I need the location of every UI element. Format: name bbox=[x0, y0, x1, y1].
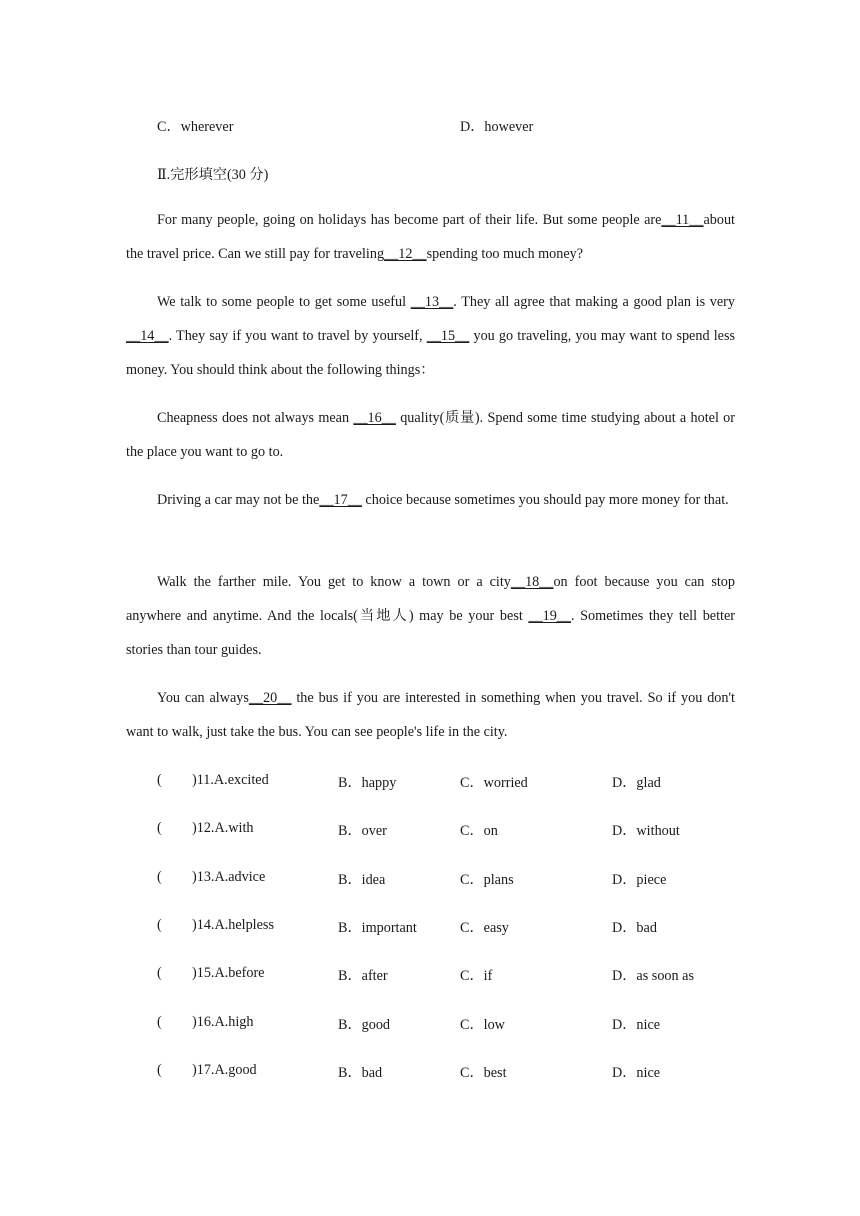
blank-13: __13__ bbox=[410, 294, 454, 310]
p2-text-3: . They say if you want to travel by yourself, bbox=[168, 328, 427, 344]
option-c: C．on bbox=[460, 823, 498, 839]
question-row-14 bbox=[0, 917, 860, 937]
paragraph-4 bbox=[126, 483, 735, 517]
option-b: B．over bbox=[338, 823, 387, 839]
p5-text-2: on foot because you can stop anywhere and anytime. And the locals(当地人) may be your best bbox=[126, 574, 735, 624]
p5-text-3: . Sometimes they tell better stories than tour guides. bbox=[126, 608, 735, 658]
blank-12: __12__ bbox=[384, 246, 427, 262]
option-b: B．after bbox=[338, 968, 388, 984]
question-row-17 bbox=[0, 1062, 860, 1082]
answer-paren: ( bbox=[157, 772, 162, 788]
p5-text-1: Walk the farther mile. You get to know a town or a city bbox=[157, 574, 511, 590]
answer-paren: ( bbox=[157, 1062, 162, 1078]
blank-15: __15__ bbox=[426, 328, 470, 344]
option-a: )13.A.advice bbox=[192, 869, 266, 885]
p2-text-2: . They all agree that making a good plan is very bbox=[453, 294, 735, 310]
option-c: C．plans bbox=[460, 872, 514, 888]
question-row-15 bbox=[0, 965, 860, 985]
answer-paren: ( bbox=[157, 820, 162, 836]
paragraph-5 bbox=[126, 565, 735, 667]
option-c: C．worried bbox=[460, 775, 528, 791]
question-row-12 bbox=[0, 820, 860, 840]
option-b: B．good bbox=[338, 1017, 391, 1033]
blank-19: __19__ bbox=[528, 608, 571, 624]
answer-paren: ( bbox=[157, 965, 162, 981]
p4-text-2: choice because sometimes you should pay more money for that. bbox=[361, 492, 729, 508]
p6-text-2: the bus if you are interested in something when you travel. So if you don't want to walk, just take the bus. You can see people's life in the city. bbox=[126, 690, 735, 740]
option-a: )15.A.before bbox=[192, 965, 265, 981]
option-c: C．low bbox=[460, 1017, 505, 1033]
paragraph-6 bbox=[126, 681, 735, 749]
question-row-13 bbox=[0, 869, 860, 889]
answer-paren: ( bbox=[157, 917, 162, 933]
option-d: D．piece bbox=[612, 872, 667, 888]
option-d: D．nice bbox=[612, 1065, 661, 1081]
option-a: )14.A.helpless bbox=[192, 917, 274, 933]
p1-text-1: For many people, going on holidays has become part of their life. But some people are bbox=[157, 212, 662, 228]
option-a: )17.A.good bbox=[192, 1062, 257, 1078]
paragraph-1 bbox=[126, 203, 735, 271]
blank-16: __16__ bbox=[353, 410, 396, 426]
p2-text-4: you go traveling, you may want to spend less money. You should think about the following things： bbox=[126, 328, 735, 378]
option-b: B．important bbox=[338, 920, 417, 936]
option-d: D．bad bbox=[612, 920, 657, 936]
question-row-11 bbox=[0, 772, 860, 792]
option-c: C．easy bbox=[460, 920, 509, 936]
option-d: D．nice bbox=[612, 1017, 661, 1033]
prev-option-d: D．however bbox=[460, 119, 534, 135]
option-b: B．bad bbox=[338, 1065, 383, 1081]
option-d: D．without bbox=[612, 823, 680, 839]
p3-text-2: quality(质量). Spend some time studying about a hotel or the place you want to go to. bbox=[126, 410, 735, 460]
p1-text-3: spending too much money? bbox=[426, 246, 584, 262]
option-a: )11.A.excited bbox=[192, 772, 269, 788]
option-b: B．happy bbox=[338, 775, 397, 791]
p2-text-1: We talk to some people to get some useful bbox=[157, 294, 411, 310]
paragraph-3 bbox=[126, 401, 735, 469]
blank-18: __18__ bbox=[510, 574, 554, 590]
p4-text-1: Driving a car may not be the bbox=[157, 492, 320, 508]
option-a: )16.A.high bbox=[192, 1014, 254, 1030]
answer-paren: ( bbox=[157, 1014, 162, 1030]
prev-option-c: C．wherever bbox=[157, 119, 234, 135]
blank-11: __11__ bbox=[661, 212, 704, 228]
p6-text-1: You can always bbox=[157, 690, 249, 706]
option-c: C．if bbox=[460, 968, 493, 984]
option-d: D．as soon as bbox=[612, 968, 694, 984]
blank-14: __14__ bbox=[126, 328, 169, 344]
answer-paren: ( bbox=[157, 869, 162, 885]
p1-text-2: about the travel price. Can we still pay for traveling bbox=[126, 212, 735, 262]
question-row-16 bbox=[0, 1014, 860, 1034]
blank-20: __20__ bbox=[248, 690, 292, 706]
paragraph-2 bbox=[126, 285, 735, 387]
section-title: Ⅱ.完形填空(30 分) bbox=[157, 167, 269, 183]
p3-text-1: Cheapness does not always mean bbox=[157, 410, 354, 426]
blank-17: __17__ bbox=[319, 492, 362, 508]
option-d: D．glad bbox=[612, 775, 661, 791]
option-a: )12.A.with bbox=[192, 820, 254, 836]
option-b: B．idea bbox=[338, 872, 386, 888]
option-c: C．best bbox=[460, 1065, 507, 1081]
